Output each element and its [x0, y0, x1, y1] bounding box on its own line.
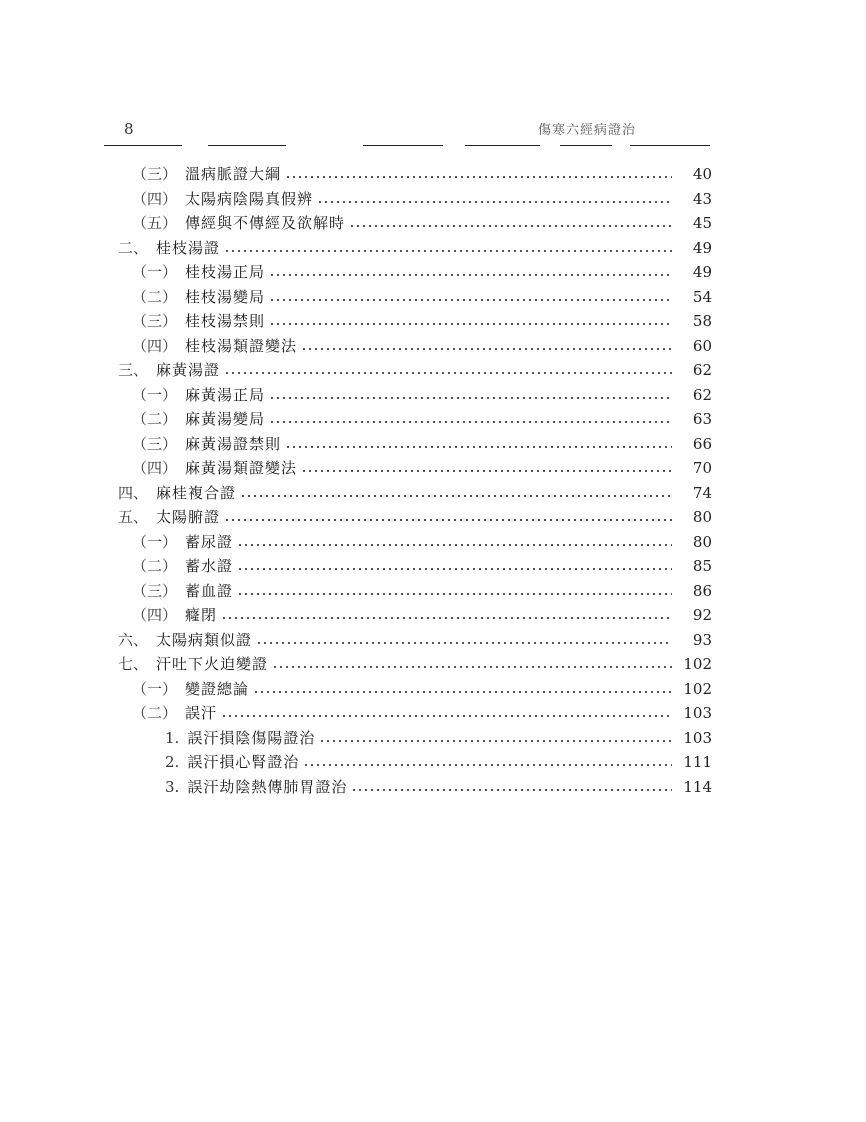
- entry-number: （一）: [132, 263, 178, 281]
- entry-number: （三）: [132, 581, 178, 600]
- entry-title: 蓄血證: [185, 581, 234, 600]
- entry-number: 3.: [165, 777, 180, 796]
- toc-entry-level-2[interactable]: [132, 433, 712, 455]
- entry-number: 七、: [118, 655, 149, 673]
- dot-leader: [253, 691, 672, 693]
- entry-title: 桂枝湯類證變法: [185, 336, 298, 355]
- toc-entry-level-2[interactable]: [132, 457, 712, 479]
- dot-leader: [319, 740, 672, 742]
- entry-title: 麻黃湯類證變法: [185, 459, 298, 477]
- toc-entry-level-3[interactable]: [165, 751, 712, 773]
- entry-title: 麻黃湯變局: [185, 410, 266, 428]
- entry-number: （二）: [132, 557, 178, 575]
- entry-title: 太陽病陰陽真假辨: [185, 189, 314, 208]
- toc-entry-level-1[interactable]: [118, 506, 712, 528]
- entry-title: 溫病脈證大綱: [185, 165, 282, 183]
- entry-title: 麻黃湯正局: [185, 385, 266, 404]
- entry-number: （二）: [132, 287, 178, 306]
- entry-page-number: 66: [692, 434, 712, 453]
- entry-title: 癃閉: [185, 606, 218, 624]
- entry-number: 六、: [118, 630, 149, 649]
- entry-number: 二、: [118, 238, 149, 257]
- entry-title: 變證總論: [185, 679, 250, 698]
- entry-number: （四）: [132, 606, 178, 624]
- toc-entry-level-2[interactable]: [132, 580, 712, 602]
- dot-leader: [221, 715, 672, 717]
- toc-entry-level-2[interactable]: [132, 163, 712, 185]
- header-rule: [630, 145, 710, 146]
- toc-entry-level-2[interactable]: [132, 604, 712, 626]
- entry-page-number: 60: [692, 336, 712, 355]
- entry-number: （一）: [132, 532, 178, 551]
- toc-entry-level-1[interactable]: [118, 629, 712, 651]
- toc-entry-level-2[interactable]: [132, 310, 712, 332]
- entry-title: 誤汗損心腎證治: [187, 753, 300, 771]
- dot-leader: [269, 274, 672, 276]
- toc-entry-level-2[interactable]: [132, 408, 712, 430]
- entry-number: 五、: [118, 508, 149, 526]
- toc-entry-level-3[interactable]: [165, 727, 712, 749]
- entry-title: 太陽腑證: [156, 508, 221, 526]
- dot-leader: [317, 201, 672, 203]
- entry-page-number: 49: [692, 263, 712, 281]
- dot-leader: [224, 372, 672, 374]
- entry-number: （四）: [132, 189, 178, 208]
- toc-entry-level-2[interactable]: [132, 212, 712, 234]
- dot-leader: [221, 617, 672, 619]
- toc-entry-level-1[interactable]: [118, 237, 712, 259]
- entry-page-number: 102: [683, 679, 712, 698]
- dot-leader: [301, 348, 672, 350]
- entry-title: 桂枝湯證: [156, 238, 221, 257]
- entry-title: 傳經與不傳經及欲解時: [185, 214, 346, 232]
- entry-number: （四）: [132, 459, 178, 477]
- header-rule: [560, 145, 612, 146]
- entry-page-number: 54: [692, 287, 712, 306]
- toc-entry-level-2[interactable]: [132, 335, 712, 357]
- toc-entry-level-3[interactable]: [165, 776, 712, 798]
- entry-number: 1.: [165, 728, 180, 747]
- entry-page-number: 40: [692, 165, 712, 183]
- dot-leader: [349, 225, 672, 227]
- dot-leader: [272, 666, 672, 668]
- entry-page-number: 92: [692, 606, 712, 624]
- entry-title: 誤汗: [185, 704, 218, 722]
- dot-leader: [256, 642, 672, 644]
- header-rule: [465, 145, 540, 146]
- entry-number: （五）: [132, 214, 178, 232]
- entry-page-number: 62: [692, 385, 712, 404]
- entry-page-number: 103: [683, 704, 712, 722]
- entry-title: 桂枝湯正局: [185, 263, 266, 281]
- toc-entry-level-1[interactable]: [118, 653, 712, 675]
- entry-page-number: 85: [692, 557, 712, 575]
- entry-page-number: 74: [692, 483, 712, 502]
- dot-leader: [237, 544, 672, 546]
- toc-entry-level-2[interactable]: [132, 286, 712, 308]
- entry-number: （二）: [132, 704, 178, 722]
- entry-page-number: 63: [692, 410, 712, 428]
- dot-leader: [269, 421, 672, 423]
- entry-title: 桂枝湯變局: [185, 287, 266, 306]
- toc-entry-level-2[interactable]: [132, 188, 712, 210]
- entry-number: （一）: [132, 385, 178, 404]
- entry-page-number: 70: [692, 459, 712, 477]
- entry-number: （一）: [132, 679, 178, 698]
- dot-leader: [269, 299, 672, 301]
- entry-page-number: 93: [692, 630, 712, 649]
- dot-leader: [224, 519, 672, 521]
- entry-number: （三）: [132, 434, 178, 453]
- entry-page-number: 86: [692, 581, 712, 600]
- toc-entry-level-2[interactable]: [132, 384, 712, 406]
- entry-page-number: 62: [692, 361, 712, 379]
- entry-number: 四、: [118, 483, 149, 502]
- dot-leader: [237, 593, 672, 595]
- entry-title: 蓄尿證: [185, 532, 234, 551]
- header-rule: [104, 145, 182, 146]
- dot-leader: [351, 789, 672, 791]
- dot-leader: [269, 397, 672, 399]
- dot-leader: [224, 250, 672, 252]
- entry-page-number: 114: [683, 777, 712, 796]
- entry-page-number: 103: [683, 728, 712, 747]
- dot-leader: [240, 495, 672, 497]
- entry-number: 三、: [118, 361, 149, 379]
- entry-title: 太陽病類似證: [156, 630, 253, 649]
- entry-title: 麻黃湯證禁則: [185, 434, 282, 453]
- toc-entry-level-2[interactable]: [132, 261, 712, 283]
- entry-number: （三）: [132, 312, 178, 330]
- entry-page-number: 80: [692, 532, 712, 551]
- entry-title: 蓄水證: [185, 557, 234, 575]
- dot-leader: [269, 323, 672, 325]
- entry-title: 麻黃湯證: [156, 361, 221, 379]
- toc-entry-level-2[interactable]: [132, 531, 712, 553]
- entry-title: 麻桂複合證: [156, 483, 237, 502]
- entry-page-number: 102: [683, 655, 712, 673]
- entry-page-number: 49: [692, 238, 712, 257]
- toc-entry-level-2[interactable]: [132, 702, 712, 724]
- dot-leader: [237, 568, 672, 570]
- dot-leader: [285, 176, 672, 178]
- entry-page-number: 80: [692, 508, 712, 526]
- toc-entry-level-2[interactable]: [132, 678, 712, 700]
- toc-entry-level-1[interactable]: [118, 482, 712, 504]
- entry-title: 誤汗劫陰熱傳肺胃證治: [187, 777, 348, 796]
- page-number: 8: [124, 120, 134, 138]
- entry-page-number: 43: [692, 189, 712, 208]
- entry-page-number: 111: [683, 753, 712, 771]
- entry-page-number: 45: [692, 214, 712, 232]
- entry-title: 汗吐下火迫變證: [156, 655, 269, 673]
- dot-leader: [301, 470, 672, 472]
- header-rule: [363, 145, 443, 146]
- entry-page-number: 58: [692, 312, 712, 330]
- running-title: 傷寒六經病證治: [538, 123, 637, 138]
- toc-entry-level-2[interactable]: [132, 555, 712, 577]
- header-rule: [208, 145, 286, 146]
- dot-leader: [303, 764, 672, 766]
- entry-number: （四）: [132, 336, 178, 355]
- dot-leader: [285, 446, 672, 448]
- entry-number: （三）: [132, 165, 178, 183]
- entry-title: 桂枝湯禁則: [185, 312, 266, 330]
- entry-title: 誤汗損陰傷陽證治: [187, 728, 316, 747]
- entry-number: 2.: [165, 753, 180, 771]
- toc-entry-level-1[interactable]: [118, 359, 712, 381]
- entry-number: （二）: [132, 410, 178, 428]
